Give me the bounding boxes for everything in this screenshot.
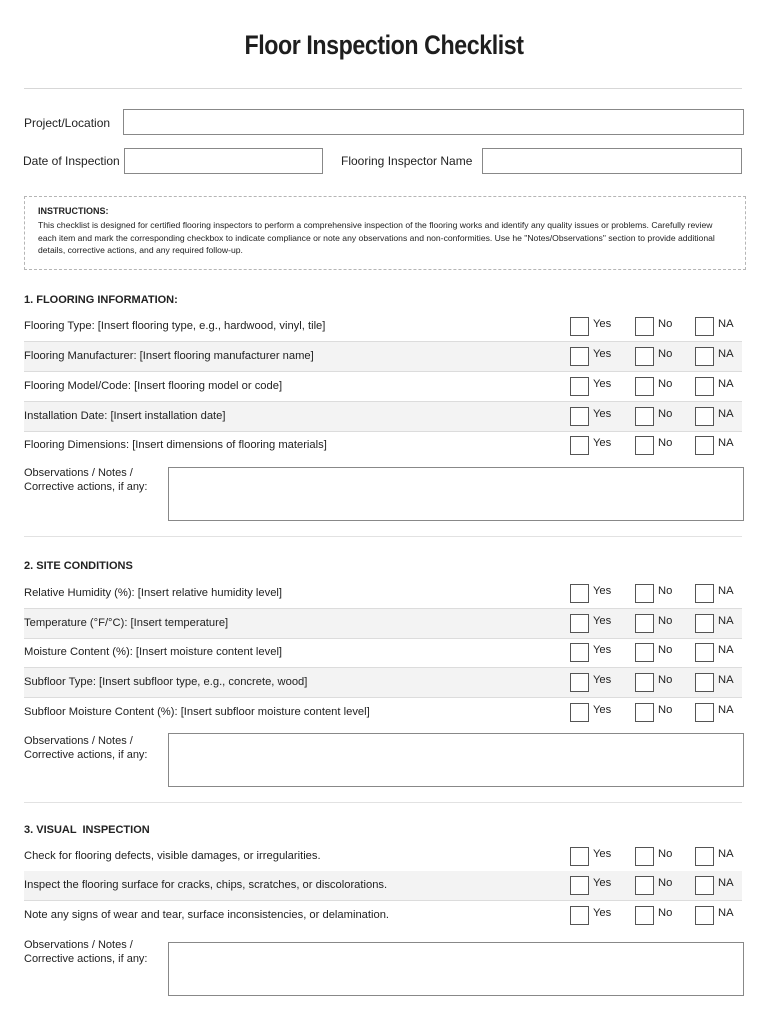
observations-label xyxy=(24,466,148,494)
observations-label-line2: Corrective actions, if any: xyxy=(24,481,148,493)
yes-checkbox[interactable] xyxy=(570,347,589,366)
observations-textarea[interactable] xyxy=(168,733,744,787)
yes-checkbox[interactable] xyxy=(570,377,589,396)
yes-label: Yes xyxy=(593,378,612,390)
checklist-row xyxy=(24,609,742,639)
observations-label xyxy=(24,734,148,762)
na-checkbox[interactable] xyxy=(695,847,714,866)
observations-textarea[interactable] xyxy=(168,942,744,996)
yes-checkbox[interactable] xyxy=(570,703,589,722)
yes-label: Yes xyxy=(593,704,612,716)
observations-label-line2: Corrective actions, if any: xyxy=(24,953,148,965)
yes-label: Yes xyxy=(593,907,612,919)
no-label: No xyxy=(658,585,673,597)
section-title-site-conditions: 2. SITE CONDITIONS xyxy=(24,560,133,572)
checklist-item-text: Flooring Model/Code: [Insert flooring model or code] xyxy=(24,380,283,392)
na-checkbox[interactable] xyxy=(695,407,714,426)
project-location-field[interactable] xyxy=(123,109,744,135)
na-checkbox[interactable] xyxy=(695,876,714,895)
na-label: NA xyxy=(718,378,734,390)
yes-checkbox[interactable] xyxy=(570,584,589,603)
no-label: No xyxy=(658,644,673,656)
no-label: No xyxy=(658,318,673,330)
yes-label: Yes xyxy=(593,644,612,656)
checklist-row xyxy=(24,402,742,432)
na-checkbox[interactable] xyxy=(695,584,714,603)
no-label: No xyxy=(658,348,673,360)
date-of-inspection-field[interactable] xyxy=(124,148,323,174)
no-checkbox[interactable] xyxy=(635,876,654,895)
no-checkbox[interactable] xyxy=(635,643,654,662)
checklist-item-text: Subfloor Moisture Content (%): [Insert subfloor moisture content level] xyxy=(24,706,370,718)
page-title: Floor Inspection Checklist xyxy=(244,30,524,60)
checklist-row xyxy=(24,842,742,872)
checklist-item-text: Subfloor Type: [Insert subfloor type, e.g., concrete, wood] xyxy=(24,676,308,688)
na-checkbox[interactable] xyxy=(695,643,714,662)
no-checkbox[interactable] xyxy=(635,584,654,603)
yes-checkbox[interactable] xyxy=(570,906,589,925)
no-label: No xyxy=(658,877,673,889)
no-checkbox[interactable] xyxy=(635,377,654,396)
observations-label-line1: Observations / Notes / xyxy=(24,735,133,747)
checklist-row xyxy=(24,871,742,901)
instructions-box xyxy=(24,196,746,270)
yes-checkbox[interactable] xyxy=(570,317,589,336)
no-label: No xyxy=(658,674,673,686)
na-label: NA xyxy=(718,437,734,449)
na-label: NA xyxy=(718,848,734,860)
yes-label: Yes xyxy=(593,877,612,889)
no-label: No xyxy=(658,907,673,919)
yes-checkbox[interactable] xyxy=(570,643,589,662)
no-checkbox[interactable] xyxy=(635,407,654,426)
checklist-row xyxy=(24,579,742,609)
yes-label: Yes xyxy=(593,437,612,449)
checklist-item-text: Moisture Content (%): [Insert moisture content level] xyxy=(24,646,283,658)
na-label: NA xyxy=(718,674,734,686)
checklist-row xyxy=(24,342,742,372)
yes-label: Yes xyxy=(593,674,612,686)
no-label: No xyxy=(658,848,673,860)
section-divider xyxy=(24,802,742,803)
yes-label: Yes xyxy=(593,585,612,597)
no-label: No xyxy=(658,437,673,449)
checklist-item-text: Temperature (°F/°C): [Insert temperature] xyxy=(24,617,229,629)
checklist-item-text: Flooring Manufacturer: [Insert flooring manufacturer name] xyxy=(24,350,314,362)
yes-checkbox[interactable] xyxy=(570,876,589,895)
na-checkbox[interactable] xyxy=(695,614,714,633)
na-label: NA xyxy=(718,877,734,889)
project-location-label: Project/Location xyxy=(24,116,111,130)
instructions-text: This checklist is designed for certified flooring inspectors to perform a comprehensive inspection of the flooring works and identify any quality issues or problems. Carefully review each item and mark the corresponding checkbox to indicate compliance or note any observations and non-conformities. Use he "Notes/Observations" section to provide additional details, corrective actions, and any required follow-up. xyxy=(38,220,715,255)
observations-label-line1: Observations / Notes / xyxy=(24,939,133,951)
na-checkbox[interactable] xyxy=(695,703,714,722)
observations-label-line2: Corrective actions, if any: xyxy=(24,749,148,761)
no-checkbox[interactable] xyxy=(635,906,654,925)
observations-label-line1: Observations / Notes / xyxy=(24,467,133,479)
na-label: NA xyxy=(718,585,734,597)
no-checkbox[interactable] xyxy=(635,317,654,336)
checklist-row xyxy=(24,638,742,668)
na-checkbox[interactable] xyxy=(695,377,714,396)
no-checkbox[interactable] xyxy=(635,847,654,866)
checklist-row xyxy=(24,372,742,402)
observations-label xyxy=(24,938,148,966)
no-label: No xyxy=(658,408,673,420)
na-checkbox[interactable] xyxy=(695,436,714,455)
checklist-row xyxy=(24,431,742,461)
checklist-row xyxy=(24,668,742,698)
na-label: NA xyxy=(718,348,734,360)
checklist-item-text: Flooring Dimensions: [Insert dimensions of flooring materials] xyxy=(24,439,327,451)
flooring-inspector-name-label: Flooring Inspector Name xyxy=(341,154,473,168)
yes-checkbox[interactable] xyxy=(570,847,589,866)
no-label: No xyxy=(658,378,673,390)
no-checkbox[interactable] xyxy=(635,703,654,722)
yes-checkbox[interactable] xyxy=(570,436,589,455)
yes-label: Yes xyxy=(593,348,612,360)
checklist-row xyxy=(24,901,742,931)
checklist-row xyxy=(24,698,742,728)
no-checkbox[interactable] xyxy=(635,436,654,455)
checklist-item-text: Note any signs of wear and tear, surface inconsistencies, or delamination. xyxy=(24,909,390,921)
na-checkbox[interactable] xyxy=(695,906,714,925)
date-of-inspection-label: Date of Inspection xyxy=(23,154,120,168)
na-label: NA xyxy=(718,907,734,919)
title-divider xyxy=(24,88,742,89)
section-title-flooring-information: 1. FLOORING INFORMATION: xyxy=(24,294,178,306)
checklist-item-text: Flooring Type: [Insert flooring type, e.g., hardwood, vinyl, tile] xyxy=(24,320,326,332)
observations-textarea[interactable] xyxy=(168,467,744,521)
yes-label: Yes xyxy=(593,318,612,330)
na-checkbox[interactable] xyxy=(695,673,714,692)
no-checkbox[interactable] xyxy=(635,347,654,366)
flooring-inspector-name-field[interactable] xyxy=(482,148,742,174)
yes-checkbox[interactable] xyxy=(570,673,589,692)
na-label: NA xyxy=(718,408,734,420)
section-title-visual-inspection: 3. VISUAL INSPECTION xyxy=(24,824,150,836)
na-label: NA xyxy=(718,318,734,330)
checklist-item-text: Inspect the flooring surface for cracks, chips, scratches, or discolorations. xyxy=(24,879,388,891)
na-label: NA xyxy=(718,704,734,716)
checklist-item-text: Installation Date: [Insert installation date] xyxy=(24,410,226,422)
na-checkbox[interactable] xyxy=(695,347,714,366)
no-label: No xyxy=(658,704,673,716)
yes-checkbox[interactable] xyxy=(570,614,589,633)
yes-label: Yes xyxy=(593,615,612,627)
instructions-heading: INSTRUCTIONS: xyxy=(38,206,109,216)
no-checkbox[interactable] xyxy=(635,614,654,633)
section-divider xyxy=(24,536,742,537)
na-label: NA xyxy=(718,644,734,656)
yes-label: Yes xyxy=(593,848,612,860)
yes-label: Yes xyxy=(593,408,612,420)
yes-checkbox[interactable] xyxy=(570,407,589,426)
no-label: No xyxy=(658,615,673,627)
no-checkbox[interactable] xyxy=(635,673,654,692)
checklist-item-text: Check for flooring defects, visible damages, or irregularities. xyxy=(24,850,321,862)
checklist-item-text: Relative Humidity (%): [Insert relative humidity level] xyxy=(24,587,283,599)
checklist-row xyxy=(24,312,742,342)
na-checkbox[interactable] xyxy=(695,317,714,336)
na-label: NA xyxy=(718,615,734,627)
